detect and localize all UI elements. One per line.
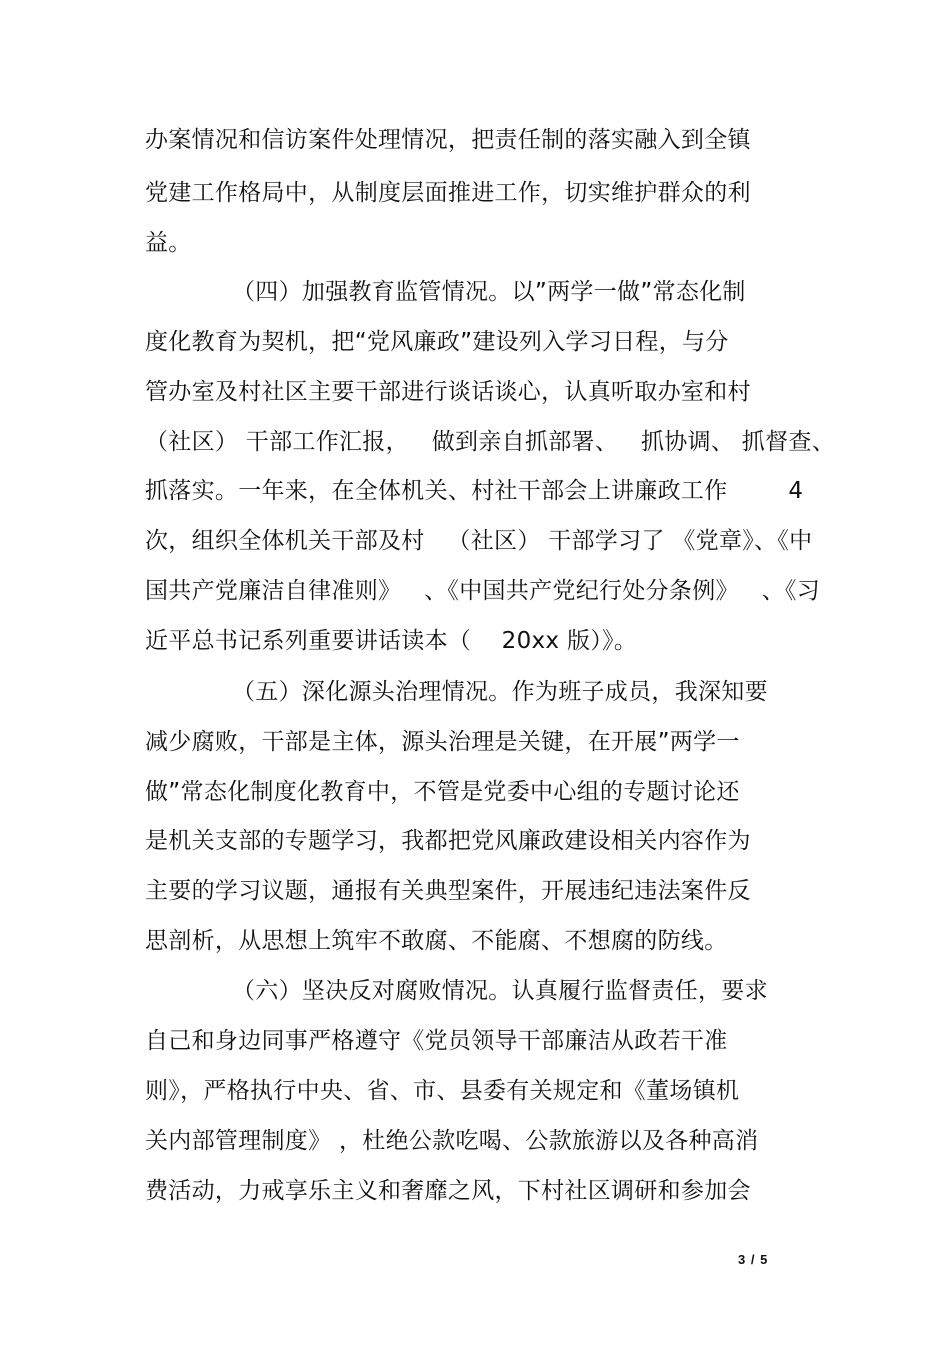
text-line: 是机关支部的专题学习，我都把党风廉政建设相关内容作为 — [145, 828, 751, 854]
text-line: 办案情况和信访案件处理情况，把责任制的落实融入到全镇 — [145, 127, 751, 153]
text-line: （社区） 干部工作汇报， 做到亲自抓部署、 抓协调、 抓督查、 — [145, 429, 835, 455]
text-line: 管办室及村社区主要干部进行谈话谈心，认真听取办室和村 — [145, 379, 751, 405]
text-line: 思剖析，从思想上筑牢不敢腐、不能腐、不想腐的防线。 — [145, 928, 728, 954]
paragraph-heading-6: （六）坚决反对腐败情况。认真履行监督责任，要求 — [232, 978, 768, 1004]
paragraph-heading-5: （五）深化源头治理情况。作为班子成员，我深知要 — [232, 679, 768, 705]
text-line: 则》，严格执行中央、省、市、县委有关规定和《董场镇机 — [145, 1078, 740, 1104]
text-line: 费活动，力戒享乐主义和奢靡之风，下村社区调研和参加会 — [145, 1178, 751, 1204]
text-line: 次，组织全体机关干部及村 （社区） 干部学习了 《党章》、《中 — [145, 528, 813, 554]
text-line: 党建工作格局中，从制度层面推进工作，切实维护群众的利 — [145, 180, 751, 206]
text-line: 国共产党廉洁自律准则》 、《中国共产党纪行处分条例》 、《习 — [145, 578, 821, 604]
text-line: 度化教育为契机，把“党风廉政”建设列入学习日程，与分 — [145, 329, 729, 355]
text-line: 减少腐败，干部是主体，源头治理是关键，在开展”两学一 — [145, 729, 740, 755]
text-line: 关内部管理制度》 ，杜绝公款吃喝、公款旅游以及各种高消 — [145, 1128, 759, 1154]
text-line: 近平总书记系列重要讲话读本（ 20xx 版）》。 — [145, 628, 638, 654]
text-line: 抓落实。一年来，在全体机关、村社干部会上讲廉政工作 4 — [145, 478, 804, 504]
text-line: 益。 — [145, 230, 192, 256]
page-number: 3 / 5 — [738, 1252, 769, 1267]
text-line: 主要的学习议题，通报有关典型案件，开展违纪违法案件反 — [145, 878, 751, 904]
text-line: 做”常态化制度化教育中，不管是党委中心组的专题讨论还 — [145, 779, 740, 805]
text-line: 自己和身边同事严格遵守《党员领导干部廉洁从政若干准 — [145, 1028, 728, 1054]
paragraph-heading-4: （四）加强教育监管情况。以”两学一做”常态化制 — [232, 279, 746, 305]
